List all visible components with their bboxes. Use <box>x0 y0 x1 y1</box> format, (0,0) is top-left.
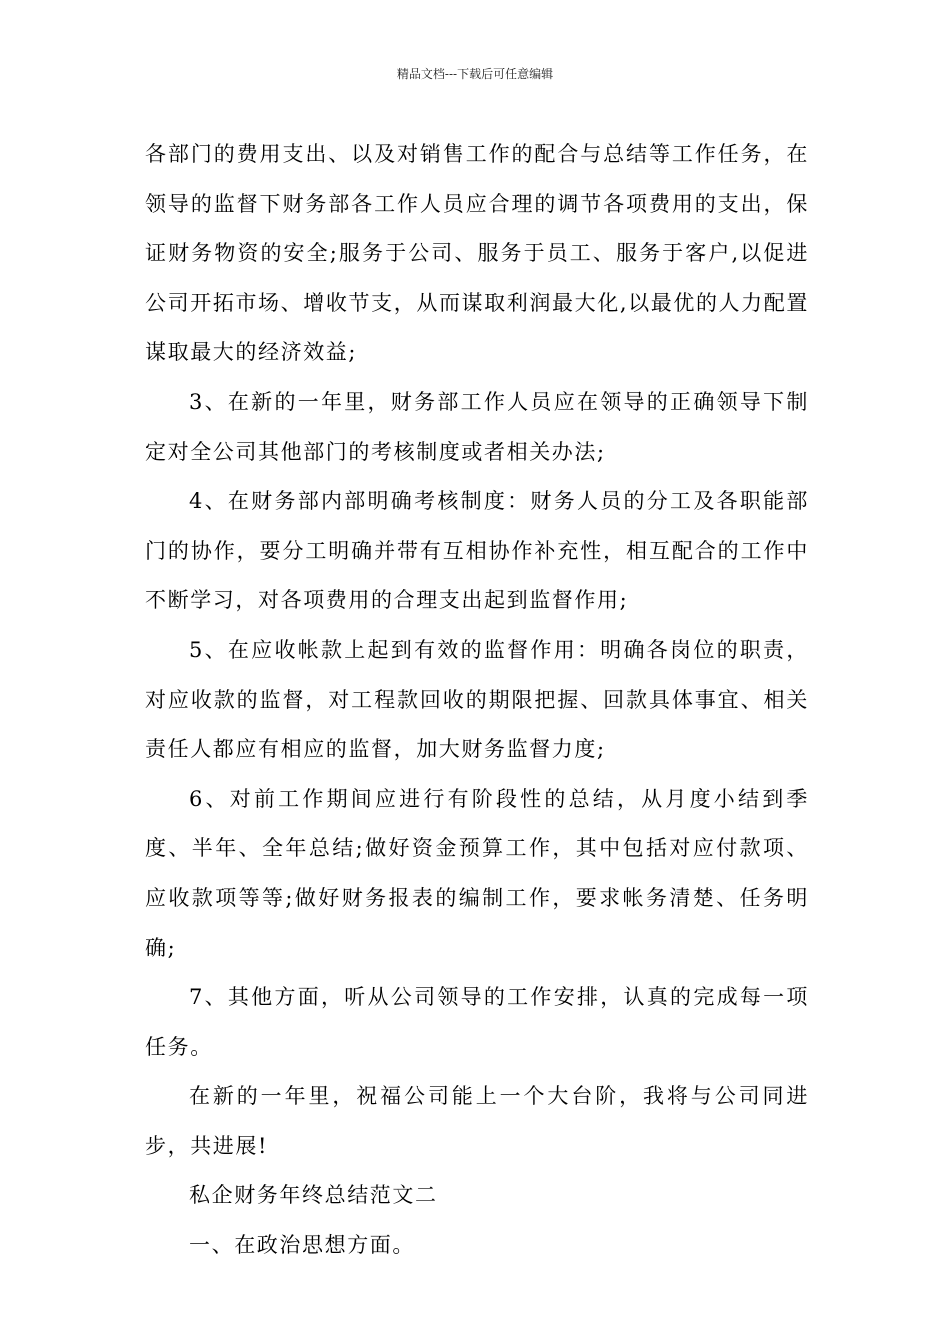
paragraph-item-6: 6、对前工作期间应进行有阶段性的总结，从月度小结到季度、半年、全年总结;做好资金预算工作，其中包括对应付款项、应收款项等等;做好财务报表的编制工作，要求帐务清楚、任务明确; <box>145 786 809 960</box>
page-header: 精品文档---下载后可任意编辑 <box>396 67 554 81</box>
paragraph-item-4: 4、在财务部内部明确考核制度：财务人员的分工及各职能部门的协作，要分工明确并带有互相协作补充性，相互配合的工作中不断学习，对各项费用的合理支出起到监督作用; <box>145 489 809 613</box>
paragraph-item-3: 3、在新的一年里，财务部工作人员应在领导的正确领导下制定对全公司其他部门的考核制度或者相关办法; <box>145 389 809 464</box>
paragraph-item-5: 5、在应收帐款上起到有效的监督作用：明确各岗位的职责，对应收款的监督，对工程款回收的期限把握、回款具体事宜、相关责任人都应有相应的监督，加大财务监督力度; <box>145 637 809 762</box>
section-title: 私企财务年终总结范文二 <box>189 1183 438 1208</box>
document-body <box>145 130 809 1271</box>
paragraph-item-7: 7、其他方面，听从公司领导的工作安排，认真的完成每一项任务。 <box>145 985 809 1059</box>
paragraph-continuation: 各部门的费用支出、以及对销售工作的配合与总结等工作任务，在领导的监督下财务部各工作人员应合理的调节各项费用的支出，保证财务物资的安全;服务于公司、服务于员工、服务于客户,以促进公司开拓市场、增收节支，从而谋取利润最大化,以最优的人力配置谋取最大的经济效益; <box>145 142 809 365</box>
paragraph-closing: 在新的一年里，祝福公司能上一个大台阶，我将与公司同进步，共进展! <box>145 1084 809 1158</box>
section-heading-1: 一、在政治思想方面。 <box>189 1233 415 1258</box>
